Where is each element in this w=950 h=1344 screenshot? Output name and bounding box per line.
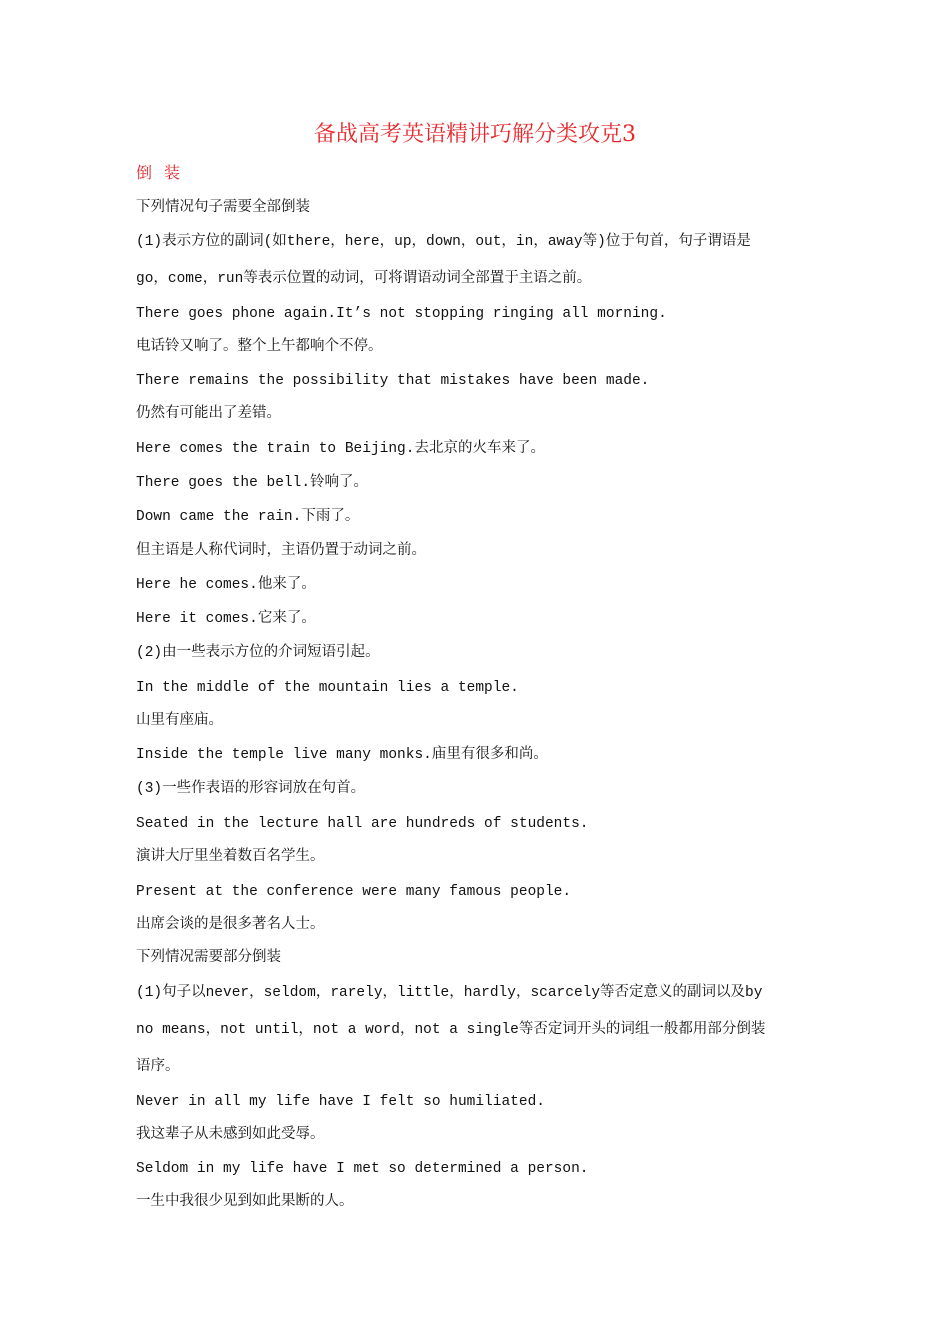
example-translation: 电话铃又响了。整个上午都响个不停。 (136, 339, 383, 355)
section-heading: 倒装 (136, 163, 193, 182)
example-sentence: There remains the possibility that mistakes have been made. (136, 373, 650, 389)
example-sentence: Inside the temple live many monks.庙里有很多和尚。 (136, 747, 548, 763)
rule-1-line-1: (1)表示方位的副词(如there，here，up，down，out，in，away等)位于句首，句子谓语是 (136, 234, 751, 250)
example-sentence: Never in all my life have I felt so humiliated. (136, 1094, 545, 1110)
document-title: 备战高考英语精讲巧解分类攻克3 (314, 122, 636, 147)
example-sentence: There goes the bell.铃响了。 (136, 475, 369, 491)
example-sentence: Here it comes.它来了。 (136, 611, 316, 627)
example-translation: 我这辈子从未感到如此受辱。 (136, 1127, 325, 1143)
subheading-full-inversion: 下列情况句子需要全部倒装 (136, 200, 310, 216)
example-translation: 一生中我很少见到如此果断的人。 (136, 1194, 354, 1210)
example-sentence: There goes phone again.It’s not stopping ringing all morning. (136, 306, 667, 322)
example-sentence: Seldom in my life have I met so determined a person. (136, 1161, 589, 1177)
rule-1-partial-line-1: (1)句子以never，seldom，rarely，little，hardly，scarcely等否定意义的副词以及by (136, 985, 763, 1001)
example-sentence: Here he comes.他来了。 (136, 577, 316, 593)
example-translation: 出席会谈的是很多著名人士。 (136, 917, 325, 933)
rule-1-partial-line-3: 语序。 (136, 1059, 180, 1075)
example-sentence: Here comes the train to Beijing.去北京的火车来了。 (136, 441, 545, 457)
example-sentence: Present at the conference were many famous people. (136, 884, 572, 900)
example-sentence: Down came the rain.下雨了。 (136, 509, 360, 525)
example-translation: 演讲大厅里坐着数百名学生。 (136, 849, 325, 865)
example-translation: 山里有座庙。 (136, 713, 223, 729)
rule-1-line-2: go，come，run等表示位置的动词，可将谓语动词全部置于主语之前。 (136, 271, 592, 287)
note-line: 但主语是人称代词时，主语仍置于动词之前。 (136, 543, 426, 559)
example-sentence: In the middle of the mountain lies a temple. (136, 680, 519, 696)
example-sentence: Seated in the lecture hall are hundreds of students. (136, 816, 589, 832)
rule-3-line: (3)一些作表语的形容词放在句首。 (136, 781, 366, 797)
example-translation: 仍然有可能出了差错。 (136, 406, 281, 422)
rule-2-line: (2)由一些表示方位的介词短语引起。 (136, 645, 380, 661)
rule-1-partial-line-2: no means，not until，not a word，not a single等否定词开头的词组一般都用部分倒装 (136, 1022, 766, 1038)
subheading-partial-inversion: 下列情况需要部分倒装 (136, 950, 281, 966)
